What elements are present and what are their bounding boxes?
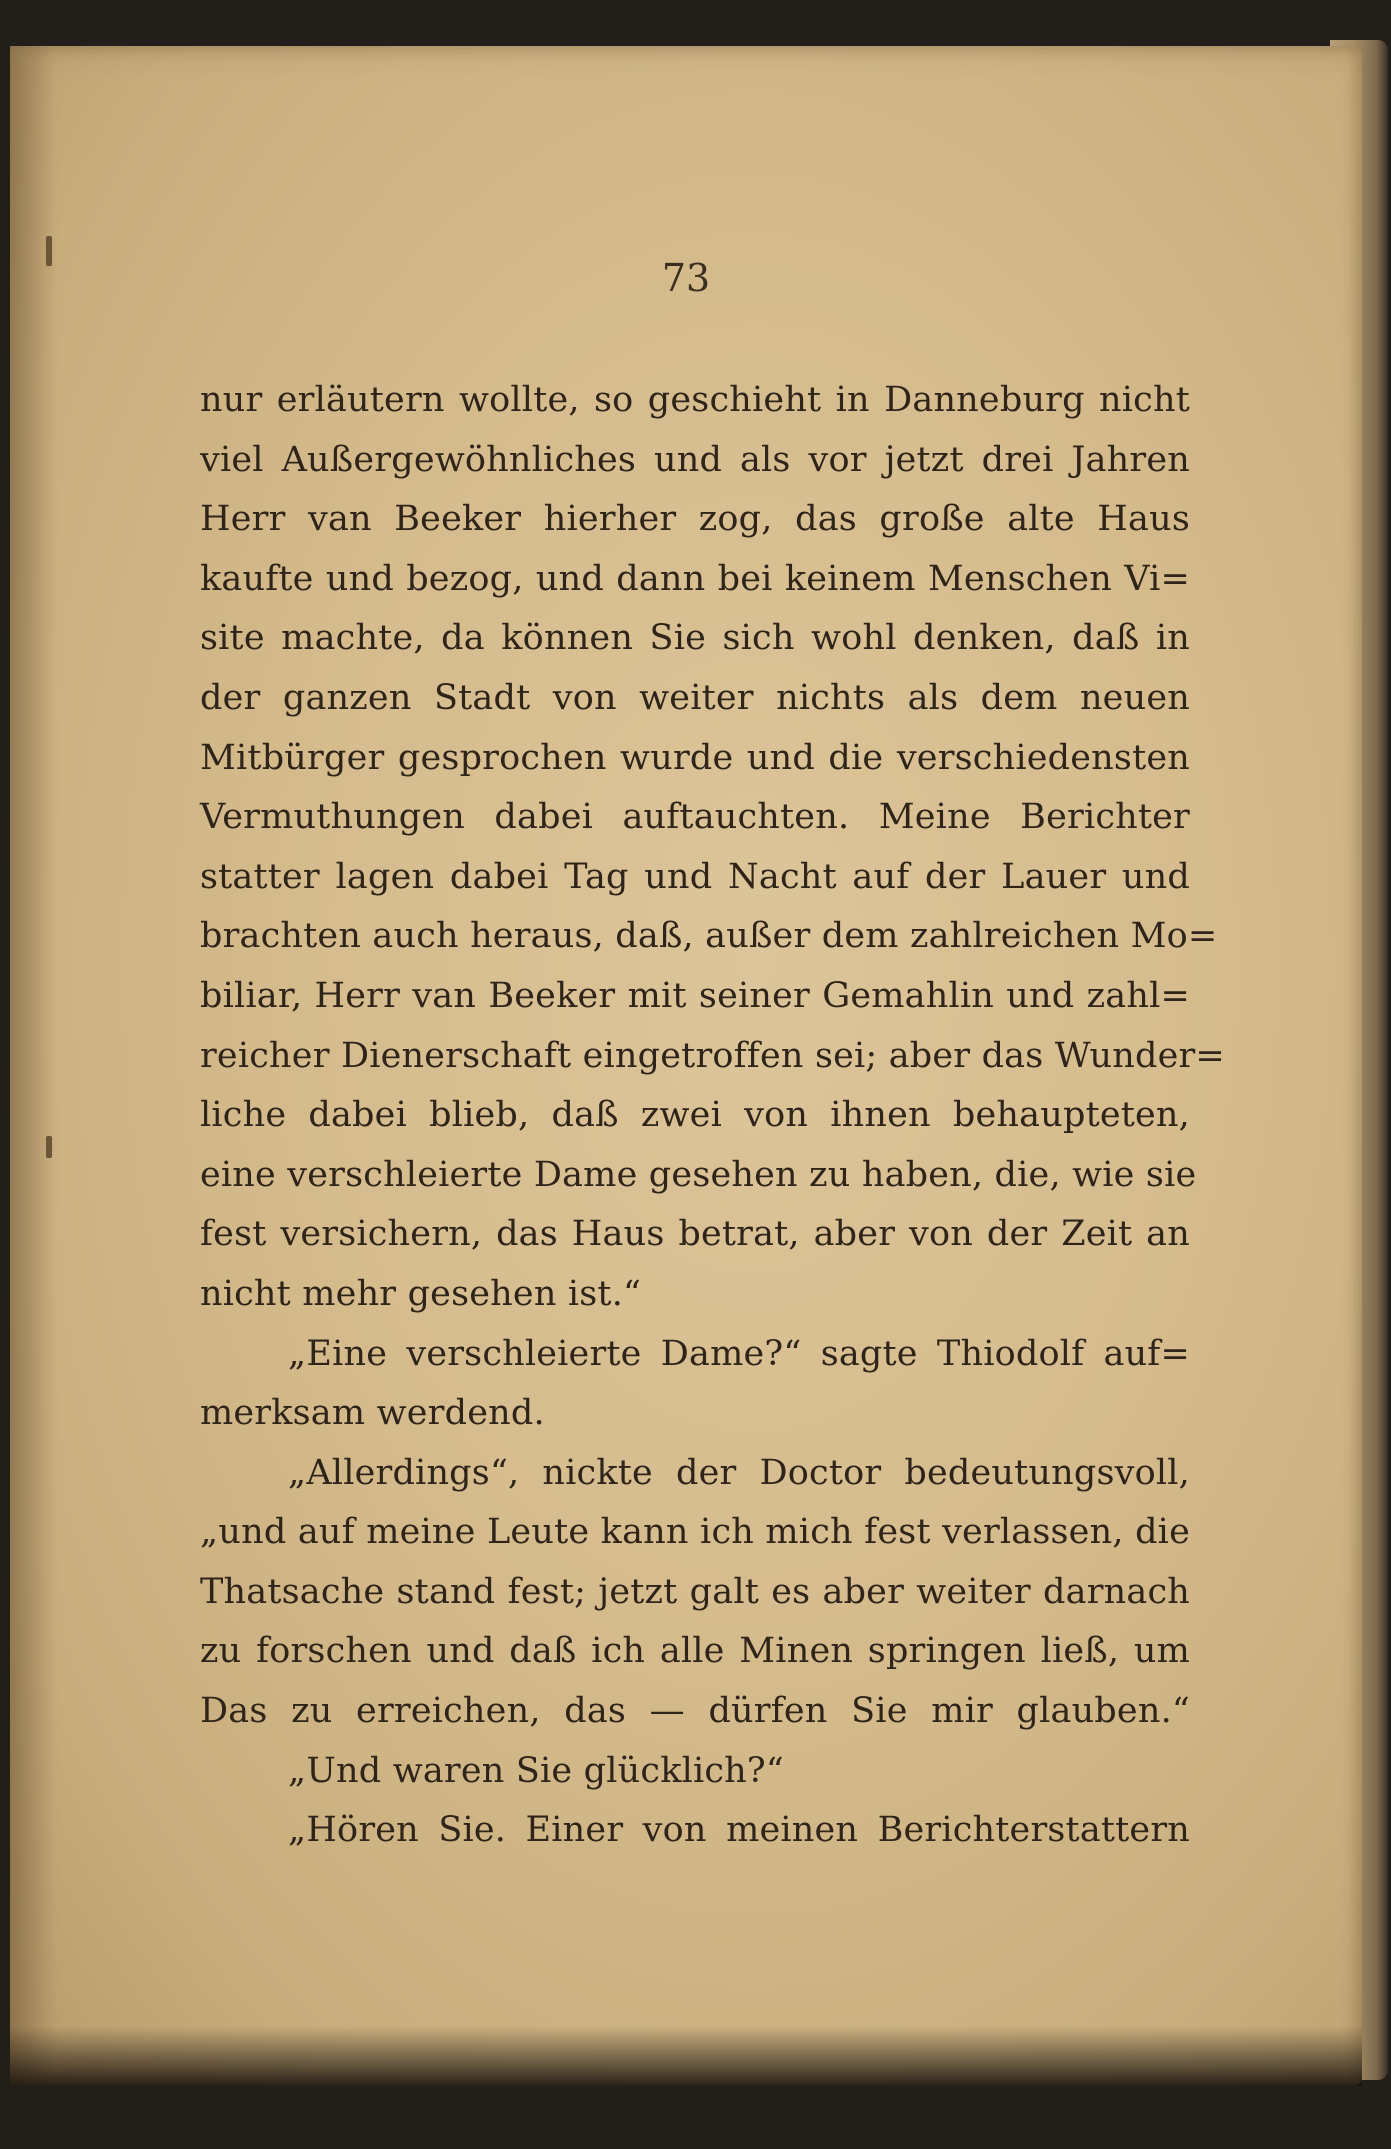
text-line: eine verschleierte Dame gesehen zu haben, die, wie sie bbox=[200, 1154, 1197, 1195]
body-text bbox=[200, 371, 1225, 1861]
text-line: reicher Dienerschaft eingetroffen sei; aber das Wunder= bbox=[200, 1035, 1225, 1076]
text-line: nicht mehr gesehen ist.“ bbox=[200, 1273, 642, 1314]
text-line: statter lagen dabei Tag und Nacht auf der Lauer und bbox=[200, 856, 1190, 897]
binding-shadow bbox=[10, 46, 56, 2086]
text-line: liche dabei blieb, daß zwei von ihnen behaupteten, bbox=[200, 1095, 1190, 1136]
text-line: site machte, da können Sie sich wohl denken, daß in bbox=[200, 618, 1190, 659]
text-line: nur erläutern wollte, so geschieht in Danneburg nicht bbox=[200, 380, 1190, 420]
text-line: fest versichern, das Haus betrat, aber von der Zeit an bbox=[200, 1214, 1190, 1255]
text-line: der ganzen Stadt von weiter nichts als dem neuen bbox=[200, 677, 1190, 718]
text-line: zu forschen und daß ich alle Minen springen ließ, um bbox=[200, 1631, 1190, 1672]
text-line: merksam werdend. bbox=[200, 1393, 545, 1434]
text-line: „und auf meine Leute kann ich mich fest verlassen, die bbox=[200, 1512, 1190, 1553]
text-line: brachten auch heraus, daß, außer dem zahlreichen Mo= bbox=[200, 916, 1218, 957]
text-line: Das zu erreichen, das — dürfen Sie mir glauben.“ bbox=[200, 1691, 1190, 1732]
text-line: „Und waren Sie glücklich?“ bbox=[288, 1750, 784, 1791]
text-line: „Eine verschleierte Dame?“ sagte Thiodolf auf= bbox=[288, 1333, 1190, 1374]
text-line: Herr van Beeker hierher zog, das große alte Haus bbox=[200, 499, 1190, 540]
book-page bbox=[10, 46, 1362, 2086]
text-line: „Hören Sie. Einer von meinen Berichterstattern bbox=[288, 1810, 1190, 1851]
page-number: 73 bbox=[661, 256, 711, 300]
bottom-shadow bbox=[10, 2026, 1362, 2086]
stitch-mark bbox=[46, 1136, 52, 1158]
text-line: „Allerdings“, nickte der Doctor bedeutungsvoll, bbox=[288, 1452, 1190, 1493]
text-line: biliar, Herr van Beeker mit seiner Gemahlin und zahl= bbox=[200, 975, 1190, 1016]
text-line: Mitbürger gesprochen wurde und die verschiedensten bbox=[200, 737, 1190, 778]
text-line: kaufte und bezog, und dann bei keinem Menschen Vi= bbox=[200, 558, 1190, 599]
text-line: viel Außergewöhnliches und als vor jetzt drei Jahren bbox=[200, 439, 1190, 480]
text-line: Vermuthungen dabei auftauchten. Meine Berichter bbox=[200, 797, 1190, 838]
text-line: Thatsache stand fest; jetzt galt es aber weiter darnach bbox=[200, 1571, 1190, 1612]
